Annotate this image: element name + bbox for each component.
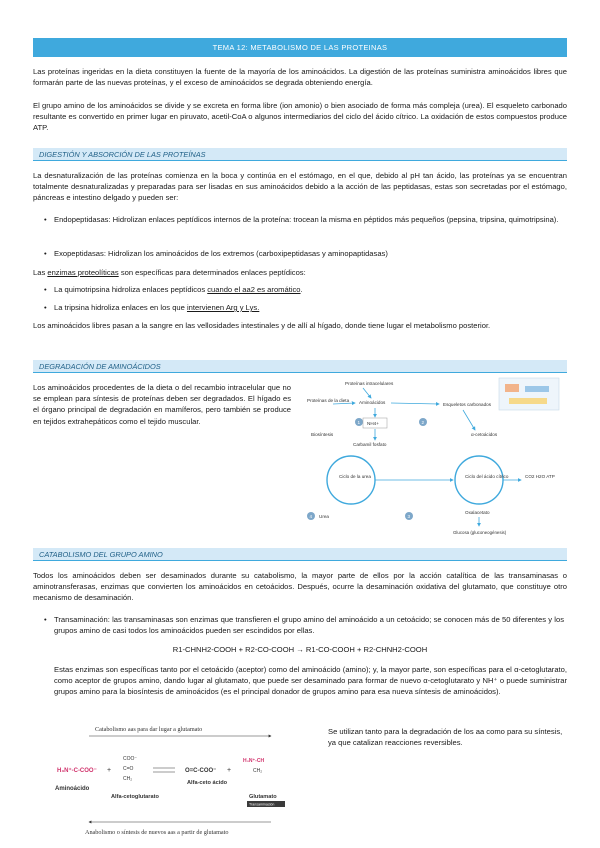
svg-text:O=C-COO⁻: O=C-COO⁻ — [185, 768, 217, 774]
transamination-reaction-diagram — [45, 722, 310, 840]
svg-text:C=O: C=O — [123, 766, 134, 772]
list-item-quimotripsina: • La quimotripsina hidroliza enlaces peptídicos cuando el aa2 es aromático. — [44, 284, 564, 295]
digestion-paragraph-1: La desnaturalización de las proteínas comienza en la boca y continúa en el estómago, en el que, debido al pH tan ácido, las proteínas ya se encuentran totalmente desnaturalizadas y preparadas para ser lisadas en sus aminoácidos debido a la acción de las peptidasas, estas son secretadas por el estómago, páncreas e intestino delgado y pueden ser: — [33, 171, 567, 203]
label-esqueletos: Esqueletos carbonados — [443, 402, 492, 407]
label-oxalacetato: Oxalacetato — [465, 510, 490, 515]
label-nh4: NH4+ — [367, 421, 379, 426]
svg-text:CH₂: CH₂ — [253, 768, 263, 774]
label-biosintesis: Biosíntesis — [311, 432, 334, 437]
svg-text:COO⁻: COO⁻ — [123, 756, 138, 762]
step-number-1: 1 — [357, 420, 361, 425]
label-ciclo-urea: Ciclo de la urea — [339, 474, 371, 479]
svg-text:+: + — [227, 767, 232, 774]
label-glucosa: Glucosa (gluconeogénesis) — [453, 530, 507, 535]
step-number-2: 2 — [421, 420, 425, 425]
label-co2-atp: CO2 H2O ATP — [525, 474, 555, 479]
page-title: TEMA 12: METABOLISMO DE LAS PROTEINAS — [33, 38, 567, 57]
label-aminoacido: Aminoácido — [55, 786, 90, 792]
catabolismo-paragraph-1: Todos los aminoácidos deben ser desaminados durante su catabolismo, la mayor parte de ellos por la acción catalítica de las transaminasas o aminotransferasas, enzimas que convierten los aminoácidos en cetoácidos. Después, ocurre la desaminación oxidativa del glutamato, que constituye otro mecanismo de desaminación. — [33, 571, 567, 603]
label-carbamil-fosfato: Carbamil fosfato — [353, 442, 387, 447]
digestion-paragraph-2: Las enzimas proteolíticas son específicas para determinados enlaces peptídicos: — [33, 268, 306, 277]
list-item-exopeptidasas: • Exopeptidasas: Hidrolizan los aminoácidos de los extremos (carboxipeptidasas y aminopaptidasas) — [44, 248, 564, 259]
label-alfa-cetoglutarato: Alfa-cetoglutarato — [111, 794, 159, 800]
degradacion-paragraph: Los aminoácidos procedentes de la dieta o del recambio intracelular que no se emplean para síntesis de proteínas deben ser degradados. El hígado es el órgano principal de degradación en mamíferos, pero también se produce en tejidos extrahepáticos como el tejido muscular. — [33, 383, 291, 426]
svg-text:H₃N⁺-C-COO⁻: H₃N⁺-C-COO⁻ — [57, 768, 97, 774]
section-header-degradacion: DEGRADACIÓN DE AMINOÁCIDOS — [33, 360, 567, 373]
label-catabolismo: Catabolismo aas para dar lugar a glutamato — [95, 726, 203, 733]
label-urea: Urea — [319, 514, 329, 519]
amino-acid-degradation-diagram — [303, 374, 565, 540]
list-item-tripsina: • La tripsina hidroliza enlaces en los que intervienen Arg y Lys. — [44, 302, 564, 313]
label-glutamato: Glutamato — [249, 794, 277, 800]
label-proteinas-dieta: Proteínas de la dieta — [307, 398, 350, 403]
label-cetoacidos: α-cetoácidos — [471, 432, 498, 437]
step-number-4: 4 — [309, 514, 313, 519]
section-header-catabolismo: CATABOLISMO DEL GRUPO AMINO — [33, 548, 567, 561]
svg-text:H₃N⁺-CH: H₃N⁺-CH — [243, 758, 265, 764]
svg-text:+: + — [107, 767, 112, 774]
list-item-transaminacion: • Transaminación: las transaminasas son enzimas que transfieren el grupo amino del aminoácido a un cetoácido; se conocen más de 50 diferentes y los grupos amino de casi todos los aminoácidos pueden ser escindidos por ellas. — [44, 614, 564, 636]
step-number-3: 3 — [407, 514, 411, 519]
label-anabolismo: Anabolismo o síntesis de nuevos aas a partir de glutamato — [85, 829, 229, 836]
svg-text:CH₂: CH₂ — [123, 776, 133, 782]
label-alfa-ceto-acido: Alfa-ceto ácido — [187, 780, 228, 786]
catabolismo-paragraph-3: Se utilizan tanto para la degradación de los aa como para su síntesis, ya que catalizan reacciones reversibles. — [328, 727, 563, 748]
intro-paragraph-1: Las proteínas ingeridas en la dieta constituyen la fuente de la mayoría de los aminoácidos. La digestión de las proteínas suministra aminoácidos libres que formarán parte de las nuevas proteínas, y el exceso de aminoácidos se degrada obteniendo energía. — [33, 67, 567, 88]
section-header-digestion: DIGESTIÓN Y ABSORCIÓN DE LAS PROTEÍNAS — [33, 148, 567, 161]
transamination-equation: R1-CHNH2-COOH + R2-CO-COOH → R1-CO-COOH + R2-CHNH2-COOH — [172, 645, 428, 654]
digestion-paragraph-3: Los aminoácidos libres pasan a la sangre en las vellosidades intestinales y de allí al hígado, donde tiene lugar el metabolismo posterior. — [33, 321, 491, 330]
label-aminoacidos: Aminoácidos — [359, 400, 386, 405]
intro-paragraph-2: El grupo amino de los aminoácidos se divide y se excreta en forma libre (ion amonio) o bien asociado de forma más compleja (urea). El esqueleto carbonado resultante es convertido en primer lugar en piruvato, acetil-CoA o algunos intermediarios del ciclo del ácido cítrico. La oxidación de estos compuestos produce ATP. — [33, 101, 567, 133]
label-transaminacion: Transaminación — [249, 802, 275, 807]
catabolismo-paragraph-2: Estas enzimas son específicas tanto por el cetoácido (aceptor) como del aminoácido (amino); y, la mayor parte, son específicas para el α-cetoglutarato, como aceptor de grupos amino, dando lugar al glutamato, que puede ser desaminado para formar de nuevo α-cetoglutarato y NH⁺ o puede suministrar grupos amino para la biosíntesis de aminoácidos (es el principal donador de grupos amino para esa nueva síntesis de aminoácidos). — [54, 665, 567, 697]
list-item-endopeptidasas: • Endopeptidasas: Hidrolizan enlaces peptídicos internos de la proteína: trocean la misma en péptidos más pequeños (pepsina, tripsina, quimotripsina). — [44, 214, 564, 225]
label-proteinas-intracelulares: Proteínas intracelulares — [345, 381, 394, 386]
label-ciclo-citrico: Ciclo del ácido cítrico — [465, 474, 509, 479]
